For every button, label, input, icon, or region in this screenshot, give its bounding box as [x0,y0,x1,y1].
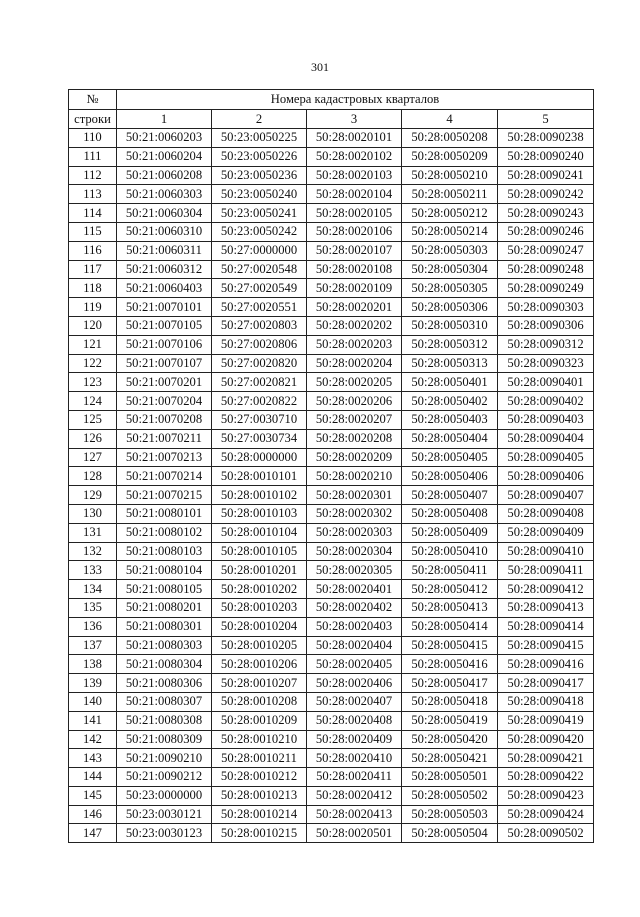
cadastral-number-cell: 50:28:0010102 [212,486,307,505]
cadastral-number-cell: 50:21:0070214 [117,467,212,486]
cadastral-number-cell: 50:28:0020204 [307,354,402,373]
cadastral-number-cell: 50:21:0080307 [117,692,212,711]
cadastral-number-cell: 50:28:0020201 [307,298,402,317]
cadastral-number-cell: 50:28:0050409 [402,523,498,542]
cadastral-number-cell: 50:23:0050226 [212,147,307,166]
cadastral-number-cell: 50:28:0050420 [402,730,498,749]
cadastral-number-cell: 50:28:0090306 [498,316,594,335]
cadastral-number-cell: 50:28:0020303 [307,523,402,542]
row-number-cell: 135 [69,598,117,617]
table-body [69,90,594,843]
table-row [69,298,594,317]
cadastral-number-cell: 50:28:0090246 [498,222,594,241]
table-row [69,373,594,392]
cadastral-number-cell: 50:28:0090420 [498,730,594,749]
row-number-cell: 118 [69,279,117,298]
cadastral-number-cell: 50:28:0010213 [212,786,307,805]
table-row [69,824,594,843]
table-row [69,504,594,523]
cadastral-number-cell: 50:28:0020102 [307,147,402,166]
cadastral-number-cell: 50:28:0090424 [498,805,594,824]
cadastral-number-cell: 50:27:0020803 [212,316,307,335]
cadastral-number-cell: 50:28:0090412 [498,580,594,599]
cadastral-number-cell: 50:28:0090238 [498,129,594,148]
table-row [69,129,594,148]
cadastral-number-cell: 50:28:0050412 [402,580,498,599]
table-row [69,316,594,335]
cadastral-number-cell: 50:21:0060311 [117,241,212,260]
cadastral-number-cell: 50:28:0050421 [402,749,498,768]
cadastral-number-cell: 50:28:0050410 [402,542,498,561]
cadastral-number-cell: 50:21:0090212 [117,768,212,787]
cadastral-number-cell: 50:28:0050401 [402,373,498,392]
cadastral-number-cell: 50:27:0020548 [212,260,307,279]
cadastral-number-cell: 50:28:0020302 [307,504,402,523]
table-row [69,410,594,429]
cadastral-number-cell: 50:21:0080308 [117,711,212,730]
column-header-2: 2 [212,110,307,129]
cadastral-number-cell: 50:28:0020206 [307,392,402,411]
cadastral-number-cell: 50:28:0020207 [307,410,402,429]
cadastral-number-cell: 50:28:0020109 [307,279,402,298]
cadastral-number-cell: 50:23:0050236 [212,166,307,185]
cadastral-number-cell: 50:23:0050242 [212,222,307,241]
cadastral-number-cell: 50:28:0050419 [402,711,498,730]
cadastral-number-cell: 50:28:0090403 [498,410,594,429]
cadastral-number-cell: 50:28:0020202 [307,316,402,335]
cadastral-number-cell: 50:28:0090247 [498,241,594,260]
row-number-cell: 111 [69,147,117,166]
cadastral-number-cell: 50:28:0020203 [307,335,402,354]
table-row [69,617,594,636]
row-number-cell: 116 [69,241,117,260]
cadastral-number-cell: 50:28:0010208 [212,692,307,711]
column-header-1: 1 [117,110,212,129]
cadastral-number-cell: 50:23:0030123 [117,824,212,843]
row-number-cell: 119 [69,298,117,317]
cadastral-number-cell: 50:28:0020208 [307,429,402,448]
cadastral-number-cell: 50:21:0070208 [117,410,212,429]
row-number-cell: 142 [69,730,117,749]
cadastral-number-cell: 50:28:0090411 [498,561,594,580]
cadastral-number-cell: 50:28:0020413 [307,805,402,824]
cadastral-number-cell: 50:21:0080304 [117,655,212,674]
cadastral-number-cell: 50:28:0050411 [402,561,498,580]
row-number-cell: 133 [69,561,117,580]
table-row [69,204,594,223]
cadastral-number-cell: 50:28:0050305 [402,279,498,298]
cadastral-number-cell: 50:28:0020210 [307,467,402,486]
cadastral-number-cell: 50:28:0090423 [498,786,594,805]
cadastral-number-cell: 50:21:0080103 [117,542,212,561]
cadastral-number-cell: 50:21:0060312 [117,260,212,279]
cadastral-number-cell: 50:28:0020404 [307,636,402,655]
cadastral-number-cell: 50:21:0080104 [117,561,212,580]
cadastral-number-cell: 50:28:0050417 [402,674,498,693]
cadastral-number-cell: 50:28:0000000 [212,448,307,467]
cadastral-number-cell: 50:23:0050240 [212,185,307,204]
cadastral-number-cell: 50:21:0070101 [117,298,212,317]
table-row [69,749,594,768]
cadastral-number-cell: 50:21:0080306 [117,674,212,693]
cadastral-number-cell: 50:28:0020101 [307,129,402,148]
cadastral-number-cell: 50:28:0010214 [212,805,307,824]
cadastral-number-cell: 50:28:0020406 [307,674,402,693]
cadastral-number-cell: 50:27:0020820 [212,354,307,373]
cadastral-number-cell: 50:21:0070215 [117,486,212,505]
cadastral-number-cell: 50:28:0050405 [402,448,498,467]
cadastral-number-cell: 50:28:0020407 [307,692,402,711]
cadastral-number-cell: 50:28:0020403 [307,617,402,636]
cadastral-number-cell: 50:23:0030121 [117,805,212,824]
column-header-5: 5 [498,110,594,129]
cadastral-number-cell: 50:28:0090421 [498,749,594,768]
table-row [69,185,594,204]
cadastral-number-cell: 50:28:0090249 [498,279,594,298]
cadastral-number-cell: 50:28:0020305 [307,561,402,580]
cadastral-number-cell: 50:21:0080201 [117,598,212,617]
cadastral-number-cell: 50:28:0020410 [307,749,402,768]
cadastral-number-cell: 50:28:0090241 [498,166,594,185]
cadastral-number-cell: 50:28:0020107 [307,241,402,260]
cadastral-number-cell: 50:28:0020209 [307,448,402,467]
cadastral-number-cell: 50:28:0090406 [498,467,594,486]
cadastral-number-cell: 50:27:0000000 [212,241,307,260]
page-number: 301 [311,60,329,74]
cadastral-number-cell: 50:28:0020103 [307,166,402,185]
row-number-cell: 139 [69,674,117,693]
header-row-columns [69,110,594,129]
row-number-cell: 126 [69,429,117,448]
cadastral-number-cell: 50:28:0090422 [498,768,594,787]
cadastral-number-cell: 50:28:0010207 [212,674,307,693]
cadastral-number-cell: 50:21:0080301 [117,617,212,636]
cadastral-number-cell: 50:28:0020411 [307,768,402,787]
cadastral-number-cell: 50:28:0050406 [402,467,498,486]
table-row [69,467,594,486]
cadastral-number-cell: 50:28:0050211 [402,185,498,204]
cadastral-number-cell: 50:21:0080303 [117,636,212,655]
cadastral-number-cell: 50:28:0050313 [402,354,498,373]
cadastral-number-cell: 50:28:0050310 [402,316,498,335]
cadastral-number-cell: 50:28:0090418 [498,692,594,711]
row-number-cell: 131 [69,523,117,542]
cadastral-number-cell: 50:28:0050504 [402,824,498,843]
cadastral-number-cell: 50:28:0010104 [212,523,307,542]
cadastral-number-cell: 50:21:0060304 [117,204,212,223]
cadastral-number-cell: 50:28:0050403 [402,410,498,429]
cadastral-number-cell: 50:28:0010206 [212,655,307,674]
row-number-cell: 137 [69,636,117,655]
cadastral-number-cell: 50:23:0000000 [117,786,212,805]
cadastral-number-cell: 50:28:0050214 [402,222,498,241]
cadastral-number-cell: 50:28:0010202 [212,580,307,599]
row-number-cell: 141 [69,711,117,730]
cadastral-number-cell: 50:28:0010103 [212,504,307,523]
cadastral-number-cell: 50:28:0020402 [307,598,402,617]
row-number-cell: 129 [69,486,117,505]
row-number-cell: 140 [69,692,117,711]
cadastral-number-cell: 50:28:0010105 [212,542,307,561]
row-number-cell: 145 [69,786,117,805]
row-number-cell: 128 [69,467,117,486]
table-row [69,429,594,448]
cadastral-number-cell: 50:28:0050415 [402,636,498,655]
header-row-top [69,90,594,110]
table-row [69,580,594,599]
cadastral-number-cell: 50:28:0020104 [307,185,402,204]
row-number-cell: 123 [69,373,117,392]
cadastral-number-cell: 50:28:0050210 [402,166,498,185]
row-number-cell: 146 [69,805,117,824]
cadastral-number-cell: 50:28:0050502 [402,786,498,805]
table-row [69,674,594,693]
cadastral-number-cell: 50:28:0010204 [212,617,307,636]
cadastral-number-cell: 50:28:0050408 [402,504,498,523]
cadastral-number-cell: 50:28:0020405 [307,655,402,674]
cadastral-number-cell: 50:28:0090323 [498,354,594,373]
cadastral-number-cell: 50:21:0080309 [117,730,212,749]
table-row [69,279,594,298]
cadastral-number-cell: 50:28:0010101 [212,467,307,486]
cadastral-number-cell: 50:21:0070106 [117,335,212,354]
cadastral-number-cell: 50:21:0060208 [117,166,212,185]
table-row [69,636,594,655]
cadastral-number-cell: 50:28:0090408 [498,504,594,523]
cadastral-number-cell: 50:28:0090248 [498,260,594,279]
table-row [69,692,594,711]
cadastral-number-cell: 50:28:0050209 [402,147,498,166]
cadastral-number-cell: 50:28:0090404 [498,429,594,448]
cadastral-number-cell: 50:28:0010212 [212,768,307,787]
row-number-cell: 147 [69,824,117,843]
cadastral-number-cell: 50:28:0090415 [498,636,594,655]
row-number-cell: 121 [69,335,117,354]
row-number-header-top: № [69,90,117,110]
row-number-cell: 136 [69,617,117,636]
cadastral-number-cell: 50:21:0060403 [117,279,212,298]
row-number-cell: 143 [69,749,117,768]
cadastral-number-cell: 50:28:0050418 [402,692,498,711]
row-number-cell: 124 [69,392,117,411]
cadastral-number-cell: 50:27:0020549 [212,279,307,298]
cadastral-number-cell: 50:21:0070201 [117,373,212,392]
cadastral-number-cell: 50:28:0090303 [498,298,594,317]
cadastral-number-cell: 50:27:0020806 [212,335,307,354]
cadastral-number-cell: 50:28:0090416 [498,655,594,674]
cadastral-number-cell: 50:28:0090242 [498,185,594,204]
row-number-header-bottom: строки [69,110,117,129]
cadastral-number-cell: 50:28:0050212 [402,204,498,223]
row-number-cell: 114 [69,204,117,223]
cadastral-number-cell: 50:28:0020409 [307,730,402,749]
cadastral-number-cell: 50:21:0080105 [117,580,212,599]
cadastral-number-cell: 50:28:0050402 [402,392,498,411]
cadastral-number-cell: 50:21:0070213 [117,448,212,467]
cadastral-number-cell: 50:21:0060204 [117,147,212,166]
table-row [69,448,594,467]
cadastral-number-cell: 50:28:0050413 [402,598,498,617]
cadastral-number-cell: 50:28:0010201 [212,561,307,580]
row-number-cell: 110 [69,129,117,148]
cadastral-number-cell: 50:27:0020551 [212,298,307,317]
cadastral-number-cell: 50:28:0090243 [498,204,594,223]
cadastral-number-cell: 50:21:0070107 [117,354,212,373]
cadastral-number-cell: 50:28:0090413 [498,598,594,617]
row-number-cell: 144 [69,768,117,787]
cadastral-number-cell: 50:28:0090240 [498,147,594,166]
cadastral-number-cell: 50:28:0090407 [498,486,594,505]
cadastral-number-cell: 50:28:0050404 [402,429,498,448]
cadastral-number-cell: 50:27:0020822 [212,392,307,411]
table-row [69,523,594,542]
table-row [69,768,594,787]
cadastral-number-cell: 50:28:0050501 [402,768,498,787]
cadastral-number-cell: 50:21:0070211 [117,429,212,448]
cadastral-number-cell: 50:28:0020106 [307,222,402,241]
cadastral-number-cell: 50:28:0050312 [402,335,498,354]
cadastral-number-cell: 50:27:0020821 [212,373,307,392]
table-row [69,147,594,166]
table-row [69,561,594,580]
cadastral-number-cell: 50:21:0080102 [117,523,212,542]
table-row [69,486,594,505]
cadastral-number-cell: 50:28:0010205 [212,636,307,655]
row-number-cell: 130 [69,504,117,523]
table-row [69,711,594,730]
cadastral-number-cell: 50:28:0050304 [402,260,498,279]
cadastral-number-cell: 50:21:0070204 [117,392,212,411]
row-number-cell: 120 [69,316,117,335]
column-header-4: 4 [402,110,498,129]
table-row [69,166,594,185]
cadastral-number-cell: 50:28:0050303 [402,241,498,260]
table-row [69,222,594,241]
cadastral-number-cell: 50:28:0020301 [307,486,402,505]
cadastral-number-cell: 50:21:0070105 [117,316,212,335]
cadastral-number-cell: 50:28:0050503 [402,805,498,824]
cadastral-number-cell: 50:21:0060310 [117,222,212,241]
cadastral-number-cell: 50:23:0050241 [212,204,307,223]
cadastral-number-cell: 50:28:0090405 [498,448,594,467]
table-row [69,786,594,805]
row-number-cell: 112 [69,166,117,185]
table-row [69,335,594,354]
cadastral-number-cell: 50:28:0050208 [402,129,498,148]
cadastral-number-cell: 50:28:0090502 [498,824,594,843]
cadastral-number-cell: 50:28:0050306 [402,298,498,317]
cadastral-number-cell: 50:28:0020408 [307,711,402,730]
cadastral-number-cell: 50:28:0020501 [307,824,402,843]
cadastral-number-cell: 50:28:0020205 [307,373,402,392]
cadastral-number-cell: 50:23:0050225 [212,129,307,148]
cadastral-number-cell: 50:28:0020304 [307,542,402,561]
cadastral-number-cell: 50:21:0060303 [117,185,212,204]
table-row [69,354,594,373]
cadastral-number-cell: 50:28:0020401 [307,580,402,599]
row-number-cell: 117 [69,260,117,279]
cadastral-number-cell: 50:28:0010211 [212,749,307,768]
cadastral-number-cell: 50:28:0050407 [402,486,498,505]
table-row [69,392,594,411]
cadastral-quarters-table [68,89,594,843]
cadastral-number-cell: 50:28:0090401 [498,373,594,392]
table-row [69,241,594,260]
row-number-cell: 122 [69,354,117,373]
row-number-cell: 115 [69,222,117,241]
table-row [69,655,594,674]
row-number-cell: 113 [69,185,117,204]
cadastral-number-cell: 50:28:0020108 [307,260,402,279]
cadastral-number-cell: 50:27:0030710 [212,410,307,429]
table-row [69,598,594,617]
cadastral-number-cell: 50:28:0050414 [402,617,498,636]
cadastral-number-cell: 50:28:0010209 [212,711,307,730]
cadastral-number-cell: 50:28:0090414 [498,617,594,636]
row-number-cell: 132 [69,542,117,561]
group-title: Номера кадастровых кварталов [117,90,594,110]
cadastral-number-cell: 50:21:0090210 [117,749,212,768]
cadastral-number-cell: 50:21:0060203 [117,129,212,148]
cadastral-number-cell: 50:28:0020412 [307,786,402,805]
cadastral-number-cell: 50:28:0010215 [212,824,307,843]
table-row [69,542,594,561]
column-header-3: 3 [307,110,402,129]
cadastral-number-cell: 50:21:0080101 [117,504,212,523]
cadastral-number-cell: 50:28:0010203 [212,598,307,617]
cadastral-number-cell: 50:28:0090402 [498,392,594,411]
cadastral-number-cell: 50:28:0090410 [498,542,594,561]
table-row [69,805,594,824]
cadastral-number-cell: 50:28:0090409 [498,523,594,542]
table-row [69,730,594,749]
cadastral-number-cell: 50:28:0090417 [498,674,594,693]
cadastral-number-cell: 50:28:0050416 [402,655,498,674]
cadastral-number-cell: 50:28:0020105 [307,204,402,223]
row-number-cell: 138 [69,655,117,674]
table-row [69,260,594,279]
cadastral-number-cell: 50:27:0030734 [212,429,307,448]
cadastral-number-cell: 50:28:0090419 [498,711,594,730]
row-number-cell: 134 [69,580,117,599]
cadastral-number-cell: 50:28:0010210 [212,730,307,749]
row-number-cell: 127 [69,448,117,467]
row-number-cell: 125 [69,410,117,429]
cadastral-number-cell: 50:28:0090312 [498,335,594,354]
